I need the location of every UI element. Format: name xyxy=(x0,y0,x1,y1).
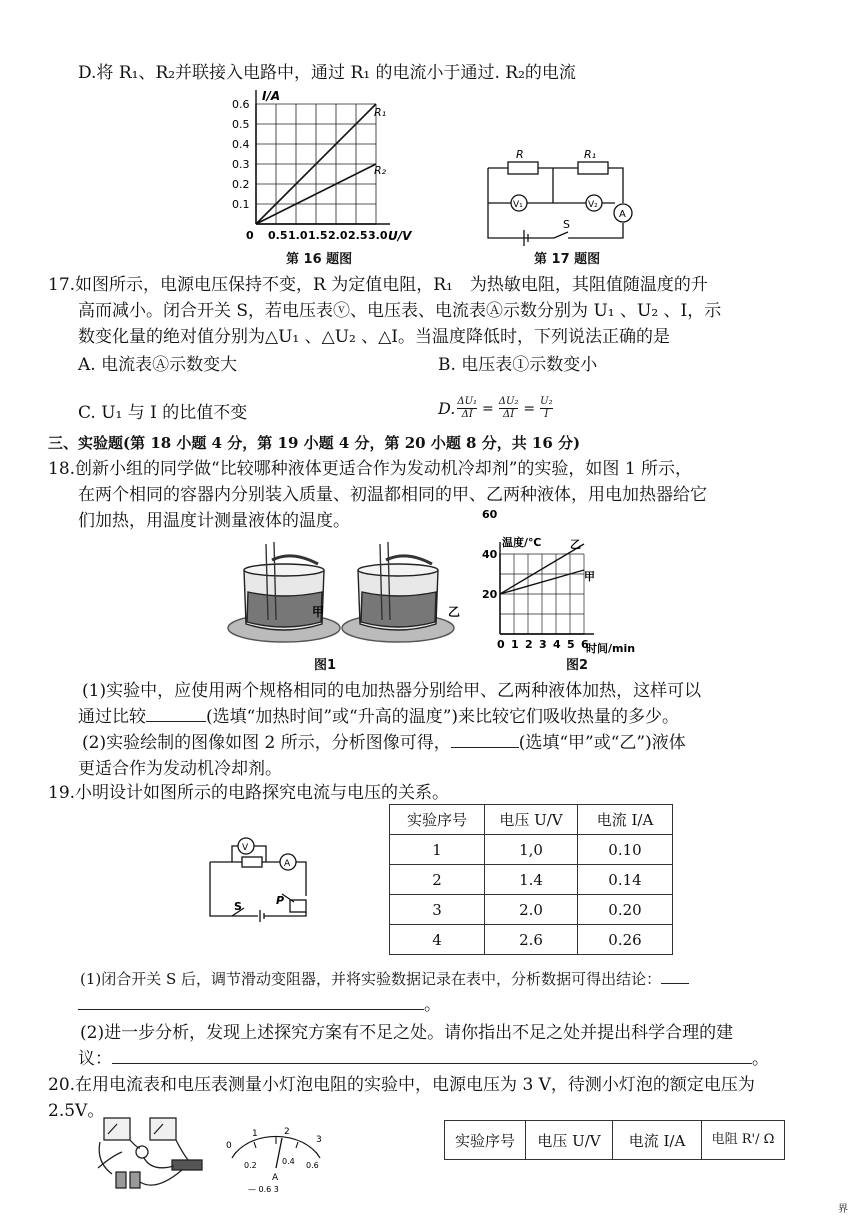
table-cell: 2.0 xyxy=(485,895,578,925)
q19-blank1a[interactable] xyxy=(661,967,689,984)
q19-line1: 19.小明设计如图所示的电路探究电流与电压的关系。 xyxy=(48,783,450,803)
fig17-s-label: S xyxy=(563,218,570,231)
fig2-chart xyxy=(468,508,636,656)
x-tick-label: 2 xyxy=(525,638,533,651)
meter-b3: 0.6 xyxy=(306,1161,319,1170)
y-tick-label: 40 xyxy=(482,548,498,561)
y-tick-label: 0.4 xyxy=(232,138,250,151)
meter-t2: 2 xyxy=(284,1127,290,1137)
meter-b2: 0.4 xyxy=(282,1157,295,1166)
q17-eq2: = xyxy=(523,400,536,417)
x-tick-label: 0.5 xyxy=(268,229,288,242)
x-tick-label: 1.0 xyxy=(288,229,308,242)
fig17-circuit xyxy=(478,148,638,248)
x-tick-label: 2.0 xyxy=(328,229,348,242)
fig19-s-label: S xyxy=(234,900,242,913)
q20-line2: 2.5V。 xyxy=(48,1101,105,1121)
y-tick-label: 60 xyxy=(482,508,498,521)
q19-table xyxy=(389,804,673,955)
table-cell: 0.26 xyxy=(578,925,673,955)
section3-heading: 三、实验题(第 18 小题 4 分，第 19 小题 4 分，第 20 小题 8 分，共 16 分) xyxy=(48,434,581,452)
table-row xyxy=(390,925,673,955)
fig16-caption: 第 16 题图 xyxy=(286,252,353,267)
table-row xyxy=(445,1121,785,1160)
x-tick-label: 2.5 xyxy=(348,229,368,242)
q19-blank1b[interactable] xyxy=(78,993,424,1010)
q16-option-d: D.将 R₁、R₂并联接入电路中，通过 R₁ 的电流小于通过. R₂的电流 xyxy=(78,63,576,83)
q17-option-a: A. 电流表Ⓐ示数变大 xyxy=(78,355,238,375)
q17-option-b: B. 电压表①示数变小 xyxy=(438,355,598,375)
meter-t1: 1 xyxy=(252,1129,258,1139)
x-tick-label: 3 xyxy=(539,638,547,651)
q17-line2: 高而减小。闭合开关 S，若电压表ⓥ、电压表、电流表Ⓐ示数分别为 U₁ 、U₂ 、I，示 xyxy=(78,301,722,321)
y-tick-label: 20 xyxy=(482,588,498,601)
y-tick-label: 0.6 xyxy=(232,98,250,111)
meter-terminals: — 0.6 3 xyxy=(248,1185,279,1194)
q17-frac1: $\frac{\text{ΔU₁}}{\Delta I}$ xyxy=(457,396,478,420)
fig16-chart xyxy=(232,84,412,244)
fig17-r-label: R xyxy=(516,148,524,161)
beaker-jia xyxy=(228,542,340,642)
fig20-ammeter-scale xyxy=(222,1124,332,1196)
q18-line2: 在两个相同的容器内分别装入质量、初温都相同的甲、乙两种液体，用电加热器给它 xyxy=(78,485,707,505)
fig2-grid xyxy=(500,542,594,634)
meter-unit: A xyxy=(272,1173,279,1183)
fig2-ylabel: 温度/℃ xyxy=(502,536,542,549)
y-tick-label: 0.5 xyxy=(232,118,250,131)
x-tick-label: 0 xyxy=(497,638,505,651)
table-cell: 3 xyxy=(390,895,485,925)
q17-eq1: = xyxy=(482,400,494,417)
q20-table xyxy=(444,1120,785,1160)
table-cell: 0.14 xyxy=(578,865,673,895)
fig2-label-jia: 甲 xyxy=(584,570,595,583)
fig19-circuit xyxy=(202,832,320,922)
q19-header: 电流 I/A xyxy=(578,805,673,835)
fig16-ylabel: I/A xyxy=(262,89,281,103)
table-cell: 2.6 xyxy=(485,925,578,955)
table-row xyxy=(390,835,673,865)
q17-line3: 数变化量的绝对值分别为△U₁ 、△U₂ 、△I。当温度降低时，下列说法正确的是 xyxy=(78,327,671,347)
fig17-v1-label: V₁ xyxy=(513,200,523,210)
q20-header: 电压 U/V xyxy=(526,1121,613,1160)
q17-frac3: $\frac{\text{U₂}}{I}$ xyxy=(540,396,553,420)
q19-header: 电压 U/V xyxy=(485,805,578,835)
fig19-p-label: P xyxy=(276,894,285,907)
x-tick-label: 5 xyxy=(567,638,575,651)
x-tick-label: 1.5 xyxy=(308,229,328,242)
q19-p2: (2)进一步分析，发现上述探究方案有不足之处。请你指出不足之处并提出科学合理的建 xyxy=(80,1023,734,1043)
x-tick-label: 4 xyxy=(553,638,561,651)
q20-header: 实验序号 xyxy=(445,1121,526,1160)
table-cell: 0.10 xyxy=(578,835,673,865)
q17-line1: 17.如图所示，电源电压保持不变，R 为定值电阻，R₁ 为热敏电阻，其阻值随温度的升 xyxy=(48,275,708,295)
fig1-label: 图1 xyxy=(314,658,337,673)
fig19-v-label: V xyxy=(242,843,249,853)
q18-blank2[interactable] xyxy=(451,731,519,748)
fig16-label-r1: R₁ xyxy=(374,106,387,119)
q20-line1: 20.在用电流表和电压表测量小灯泡电阻的实验中，电源电压为 3 V，待测小灯泡的额定电压为 xyxy=(48,1075,755,1095)
fig2-ticks xyxy=(482,508,589,651)
q17-d-prefix: D. xyxy=(438,399,456,418)
q20-header: 电流 I/A xyxy=(613,1121,702,1160)
q18-blank1[interactable] xyxy=(146,705,206,722)
fig2-label: 图2 xyxy=(566,658,589,673)
table-cell: 0.20 xyxy=(578,895,673,925)
fig17-v2-label: V₂ xyxy=(588,200,598,210)
q19-header: 实验序号 xyxy=(390,805,485,835)
q17-frac2: $\frac{\text{ΔU₂}}{\Delta I}$ xyxy=(498,396,519,420)
fig17-a-label: A xyxy=(619,209,626,220)
fig2-xlabel: 时间/min xyxy=(586,642,636,655)
beaker-jia-label: 甲 xyxy=(312,605,325,619)
beaker-yi xyxy=(342,542,454,642)
q19-blank2[interactable] xyxy=(112,1047,752,1064)
q18-p1a: (1)实验中，应使用两个规格相同的电加热器分别给甲、乙两种液体加热，这样可以 xyxy=(82,681,702,701)
y-tick-label: 0.2 xyxy=(232,178,250,191)
y-tick-label: 0.3 xyxy=(232,158,250,171)
meter-t3: 3 xyxy=(316,1135,322,1145)
q20-header: 电阻 R'/ Ω xyxy=(702,1121,785,1160)
table-row xyxy=(390,865,673,895)
fig16-label-r2: R₂ xyxy=(374,164,387,177)
q18-line3: 们加热，用温度计测量液体的温度。 xyxy=(78,511,350,531)
fig16-xlabel: U/V xyxy=(388,229,412,243)
q18-p2a: (2)实验绘制的图像如图 2 所示，分析图像可得， (选填“甲”或“乙”)液体 xyxy=(82,733,686,753)
table-cell: 1,0 xyxy=(485,835,578,865)
q19-p2b: 议： 。 xyxy=(78,1049,769,1069)
edge-char: 界 xyxy=(838,1204,848,1215)
fig1-beakers xyxy=(222,540,461,652)
meter-b1: 0.2 xyxy=(244,1161,257,1170)
fig17-r1-label: R₁ xyxy=(584,148,597,161)
q18-p1b: 通过比较 (选填“加热时间”或“升高的温度”)来比较它们吸收热量的多少。 xyxy=(78,707,680,727)
fig2-label-yi: 乙 xyxy=(570,538,581,551)
x-tick-label: 1 xyxy=(511,638,519,651)
meter-t0: 0 xyxy=(226,1141,232,1151)
table-cell: 4 xyxy=(390,925,485,955)
table-cell: 1.4 xyxy=(485,865,578,895)
fig17-caption: 第 17 题图 xyxy=(534,252,601,267)
table-row xyxy=(390,895,673,925)
q17-option-d xyxy=(438,396,555,421)
fig19-a-label: A xyxy=(284,859,291,869)
x-tick-label: 6 xyxy=(581,638,589,651)
y-tick-label: 0.1 xyxy=(232,198,250,211)
fig20-apparatus xyxy=(92,1112,212,1194)
table-cell: 1 xyxy=(390,835,485,865)
q19-p1: (1)闭合开关 S 后，调节滑动变阻器，并将实验数据记录在表中，分析数据可得出结论： xyxy=(80,966,689,992)
x-tick-label: 0 xyxy=(246,229,254,242)
table-cell: 2 xyxy=(390,865,485,895)
x-tick-label: 3.0 xyxy=(368,229,388,242)
q18-p2b: 更适合作为发动机冷却剂。 xyxy=(78,759,282,779)
beaker-yi-label: 乙 xyxy=(448,605,461,619)
table-row xyxy=(390,805,673,835)
q19-p1-cont: 。 xyxy=(78,992,441,1018)
q18-line1: 18.创新小组的同学做“比较哪种液体更适合作为发动机冷却剂”的实验，如图 1 所示， xyxy=(48,459,693,479)
q17-option-c: C. U₁ 与 I 的比值不变 xyxy=(78,403,248,423)
